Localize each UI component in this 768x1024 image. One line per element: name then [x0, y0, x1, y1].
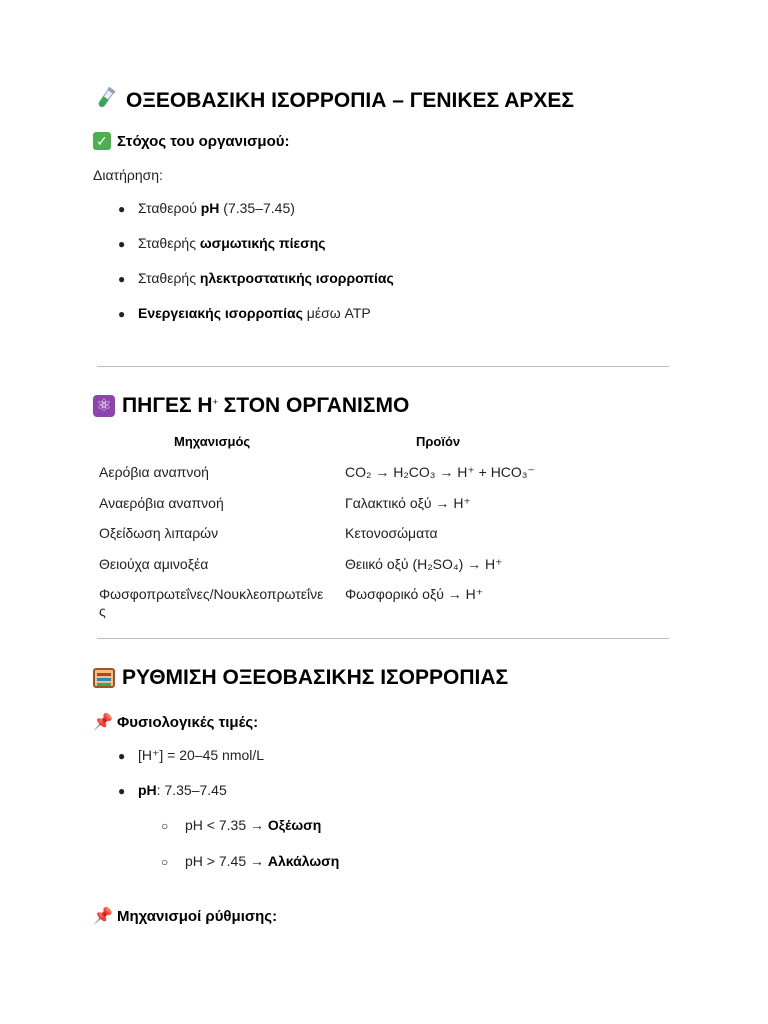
section-title-regulation: ΡΥΘΜΙΣΗ ΟΞΕΟΒΑΣΙΚΗΣ ΙΣΟΡΡΟΠΙΑΣ: [93, 666, 508, 690]
pushpin-icon: 📌: [93, 714, 113, 731]
table-cell-mechanism: Οξείδωση λιπαρών: [99, 525, 219, 541]
intro-text: Διατήρηση:: [93, 167, 163, 183]
table-cell-mechanism: Αναερόβια αναπνοή: [99, 495, 224, 511]
table-cell-mechanism: Φωσφοπρωτεΐνες/Νουκλεοπρωτεΐνε ς: [99, 586, 324, 619]
list-item: ● [H⁺] = 20–45 nmol/L: [118, 747, 265, 763]
sub-list-item: ○ pH > 7.45 → Αλκάλωση: [161, 853, 340, 869]
list-item: ● pH: 7.35–7.45: [118, 782, 227, 798]
list-item: ● Σταθερής ωσμωτικής πίεσης: [118, 235, 326, 251]
bullet-dot: ●: [118, 272, 126, 286]
mechanisms-heading: 📌 Μηχανισμοί ρύθμισης:: [93, 907, 278, 925]
bullet-dot: ●: [118, 307, 126, 321]
pushpin-icon: 📌: [93, 908, 113, 925]
table-cell-product: Φωσφορικό οξύ → H⁺: [345, 586, 484, 602]
table-header-product: Προϊόν: [416, 434, 461, 449]
table-cell-product: Θειικό οξύ (H₂SO₄) → H⁺: [345, 556, 503, 572]
table-cell-mechanism: Αερόβια αναπνοή: [99, 464, 209, 480]
hollow-bullet: ○: [161, 819, 169, 833]
test-tube-icon: [93, 86, 119, 116]
section-title-acid-base: ΟΞΕΟΒΑΣΙΚΗ ΙΣΟΡΡΟΠΙΑ – ΓΕΝΙΚΕΣ ΑΡΧΕΣ: [93, 86, 574, 116]
abacus-icon: [93, 668, 115, 688]
table-cell-mechanism: Θειούχα αμινοξέα: [99, 556, 209, 572]
list-item: ● Ενεργειακής ισορροπίας μέσω ATP: [118, 305, 371, 321]
list-item: ● Σταθερού pH (7.35–7.45): [118, 200, 295, 216]
atom-icon: ⚛: [93, 395, 115, 417]
bullet-dot: ●: [118, 202, 126, 216]
bullet-dot: ●: [118, 749, 126, 763]
bullet-dot: ●: [118, 237, 126, 251]
sub-list-item: ○ pH < 7.35 → Οξέωση: [161, 817, 322, 833]
list-item: ● Σταθερής ηλεκτροστατικής ισορροπίας: [118, 270, 394, 286]
goal-heading: ✓ Στόχος του οργανισμού:: [93, 132, 289, 150]
section-title-h-sources: ⚛ ΠΗΓΕΣ Η + ΣΤΟΝ ΟΡΓΑΝΙΣΜΟ: [93, 394, 409, 418]
table-cell-product: Κετονοσώματα: [345, 525, 438, 541]
horizontal-divider: [97, 638, 669, 639]
check-mark-icon: ✓: [93, 132, 111, 150]
bullet-dot: ●: [118, 784, 126, 798]
table-header-mechanism: Μηχανισμός: [174, 434, 251, 449]
table-cell-product: CO₂ → H₂CO₃ → H⁺ + HCO₃⁻: [345, 464, 535, 480]
values-heading: 📌 Φυσιολογικές τιμές:: [93, 713, 259, 731]
table-cell-product: Γαλακτικό οξύ → H⁺: [345, 495, 471, 511]
horizontal-divider: [97, 366, 669, 367]
hollow-bullet: ○: [161, 855, 169, 869]
